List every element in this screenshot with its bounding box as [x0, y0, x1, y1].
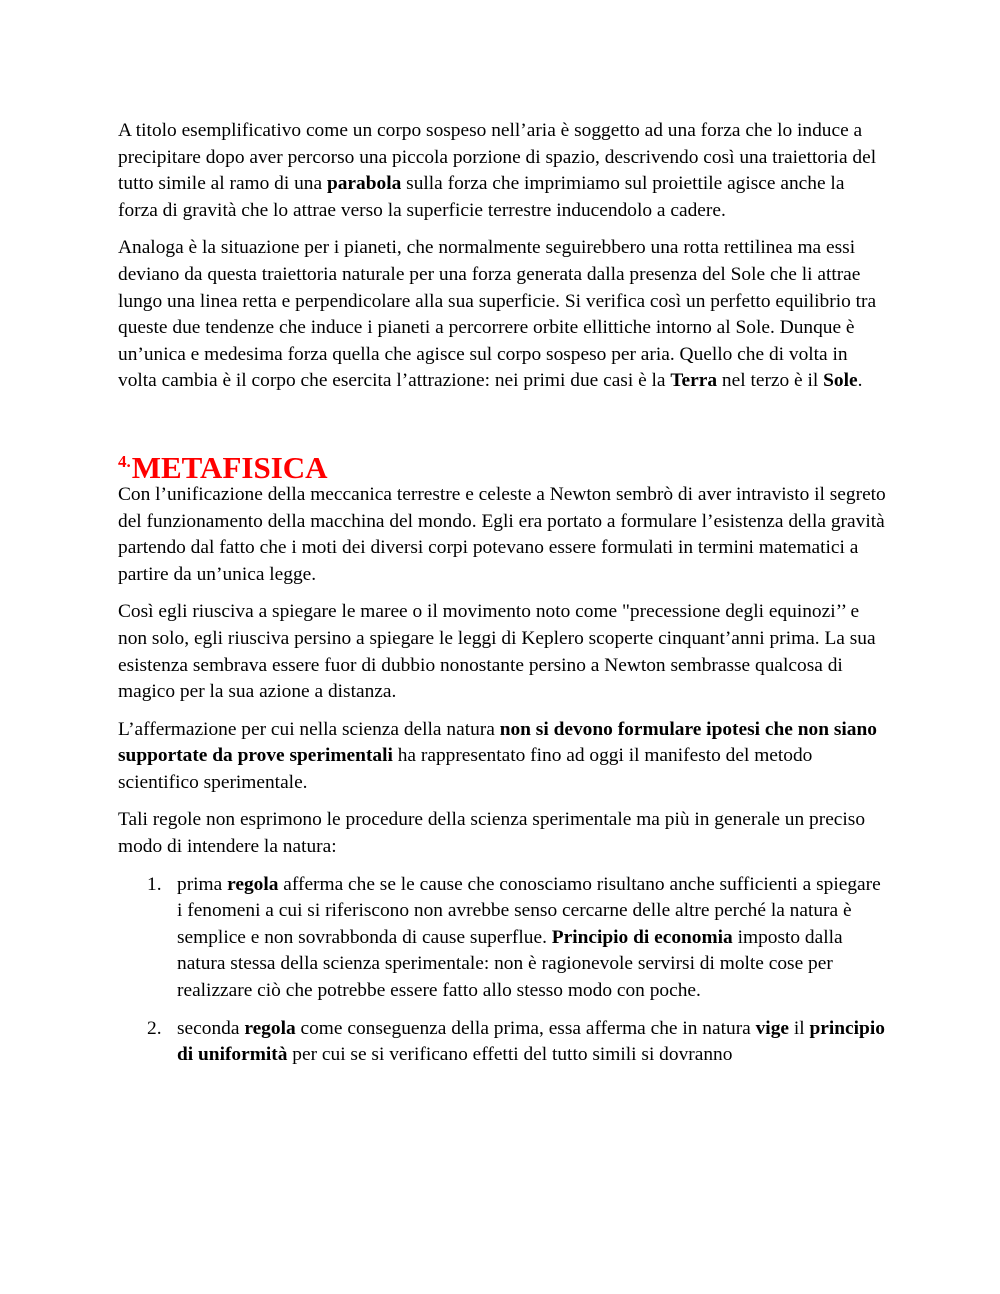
- text-run: afferma che se le cause che conosciamo risultano anche sufficienti a spiegare i fenomeni a cui si riferiscono non avrebbe senso cercarne delle altre perché la natura è semplice e non sovrabbonda di cause superflue.: [177, 873, 881, 948]
- text-run: Tali regole non esprimono le procedure della scienza sperimentale ma più in generale un preciso modo di intendere la natura:: [118, 809, 866, 858]
- intro-section: [118, 118, 888, 395]
- text-run: Analoga è la situazione per i pianeti, che normalmente seguirebbero una rotta rettilinea ma essi deviano da questa traiettoria naturale per una forza generata dalla presenza del Sole che li attrae lungo una linea retta e perpendicolare alla sua superficie. Si verifica così un perfetto equilibrio tra queste due tendenze che induce i pianeti a percorrere orbite ellittiche intorno al Sole. Dunque è un’unica e medesima forza quella che agisce sul corpo sospeso per aria. Quello che di volta in volta cambia è il corpo che esercita l’attrazione: nei primi due casi è la: [118, 237, 877, 392]
- text-run: imposto dalla natura stessa della scienza sperimentale: non è ragionevole servirsi di molte cose per realizzare ciò che potrebbe essere fatto allo stesso modo con poche.: [177, 926, 843, 1002]
- text-run: Così egli riusciva a spiegare le maree o il movimento noto come "precessione degli equinozi’’ e non solo, egli riusciva persino a spiegare le leggi di Keplero scoperte cinquant’anni prima. La sua esistenza sembrava essere fuor di dubbio nonostante persino a Newton sembrasse qualcosa di magico per la sua azione a distanza.: [118, 601, 876, 703]
- paragraph: [118, 482, 888, 588]
- text-run: L’affermazione per cui nella scienza della natura: [118, 718, 500, 740]
- text-run: sulla forza che imprimiamo sul proiettile agisce anche la forza di gravità che lo attrae verso la superficie terrestre inducendolo a cadere.: [118, 173, 845, 221]
- text-run: nel terzo è il: [717, 370, 824, 392]
- text-run: .: [857, 370, 863, 392]
- rules-list: [118, 872, 888, 1069]
- paragraph: [118, 807, 888, 860]
- heading-number: 4.: [118, 451, 131, 471]
- paragraph: [118, 599, 888, 705]
- text-run: prima: [177, 873, 228, 895]
- text-run: A titolo esemplificativo come un corpo sospeso nell’aria è soggetto ad una forza che lo induce a precipitare dopo aver percorso una piccola porzione di spazio, descrivendo così una traiettoria del tutto simile al ramo di una: [118, 120, 877, 195]
- list-item: [118, 1016, 888, 1069]
- list-item: [118, 872, 888, 1005]
- list-marker: 2.: [147, 1017, 162, 1039]
- text-run: come conseguenza della prima, essa afferma che in natura: [295, 1017, 756, 1039]
- bold-run: Terra: [670, 370, 718, 392]
- text-run: ha rappresentato fino ad oggi il manifesto del metodo scientifico sperimentale.: [118, 745, 813, 793]
- text-run: seconda: [177, 1017, 245, 1039]
- bold-run: principio di uniformità: [177, 1017, 885, 1066]
- bold-run: Sole: [823, 370, 858, 392]
- section-heading: [118, 445, 888, 485]
- document-page: [118, 118, 888, 1080]
- bold-run: parabola: [326, 173, 402, 195]
- text-run: per cui se si verificano effetti del tutto simili si dovranno: [287, 1044, 733, 1066]
- text-run: il: [789, 1017, 810, 1039]
- bold-run: non si devono formulare ipotesi che non siano supportate da prove sperimentali: [118, 718, 877, 767]
- bold-run: vige: [755, 1017, 789, 1039]
- bold-run: regola: [227, 873, 279, 895]
- bold-run: Principio di economia: [551, 926, 733, 948]
- list-marker: 1.: [147, 873, 162, 895]
- main-section: [118, 482, 888, 1069]
- paragraph: [118, 235, 888, 395]
- heading-title: METAFISICA: [131, 449, 328, 485]
- text-run: Con l’unificazione della meccanica terrestre e celeste a Newton sembrò di aver intravisto il segreto del funzionamento della macchina del mondo. Egli era portato a formulare l’esistenza della gravità partendo dal fatto che i moti dei diversi corpi potevano essere formulati in termini matematici a partire da un’unica legge.: [118, 483, 886, 585]
- paragraph: [118, 118, 888, 224]
- paragraph: [118, 717, 888, 797]
- bold-run: regola: [244, 1017, 296, 1039]
